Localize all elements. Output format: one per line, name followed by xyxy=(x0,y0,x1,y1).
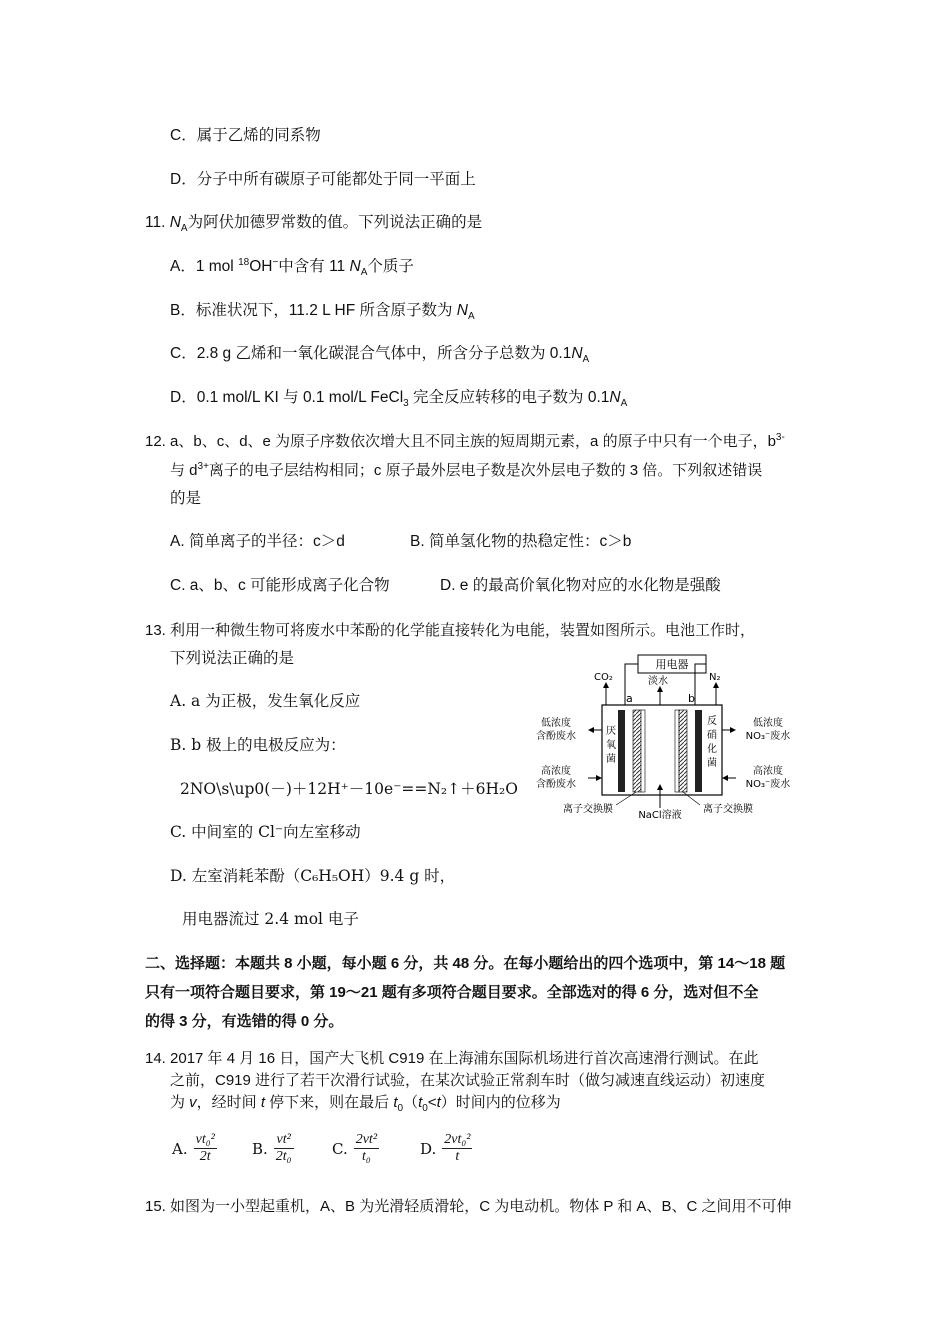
q14-option-b: B. $\frac{\text{vt²}}{\text{2t₀}}$ xyxy=(252,1132,292,1164)
section2-line2: 只有一项符合题目要求，第 19～21 题有多项符合题目要求。全部选对的得 6 分，选对但不全 xyxy=(145,984,759,1001)
q12-option-b: B. 简单氢化物的热稳定性：c＞b xyxy=(410,533,632,550)
denit-char-4: 菌 xyxy=(707,758,717,769)
q13-line1: 13. 利用一种微生物可将废水中苯酚的化学能直接转化为电能，装置如图所示。电池工作时， xyxy=(145,622,756,639)
q11-option-c: C．2.8 g 乙烯和一氧化碳混合气体中，所含分子总数为 $0.1N_A$ xyxy=(170,345,590,366)
q12-line1: 12. a、b、c、d、e 为原子序数依次增大且不同主族的短周期元素，a 的原子中只有一个电子，$b^{3-}$ xyxy=(145,432,785,450)
q13-option-d-line2: 用电器流过 2.4 mol 电子 xyxy=(182,910,359,928)
q14-option-a: A. $\frac{\text{vt₀²}}{2t}$ xyxy=(172,1132,215,1164)
left-high-label-1: 高浓度 xyxy=(541,766,571,777)
anaerobe-char-2: 氧 xyxy=(606,740,616,751)
q14-line2: 之前，C919 进行了若干次滑行试验，在某次试验正常刹车时（做匀减速直线运动）初速度 xyxy=(170,1072,766,1089)
q12-option-d: D. e 的最高价氧化物对应的水化物是强酸 xyxy=(440,577,721,594)
denit-char-3: 化 xyxy=(707,744,717,755)
device-label: 用电器 xyxy=(655,658,689,671)
co2-label: CO₂ xyxy=(594,672,613,683)
q15-line1: 15. 如图为一小型起重机，A、B 为光滑轻质滑轮，C 为电动机。物体 P 和 A、B、C 之间用不可伸 xyxy=(145,1198,792,1215)
fraction: $\frac{\text{2vt₀²}}{t}$ xyxy=(444,1132,471,1164)
q14-option-c: C. $\frac{\text{2vt²}}{\text{t₀}}$ xyxy=(332,1132,378,1164)
membrane-left-label: 离子交换膜 xyxy=(563,804,613,815)
right-high-label-2: NO₃⁻废水 xyxy=(745,779,791,790)
section2-line1: 二、选择题：本题共 8 小题，每小题 6 分，共 48 分。在每小题给出的四个选项中，第 14～18 题 xyxy=(145,955,786,972)
anaerobe-char-3: 菌 xyxy=(606,754,616,765)
membrane-right xyxy=(679,710,687,792)
q14-line3: 为 v，经时间 t 停下来，则在最后 $t_0(t_0<t)$时间内的位移为 xyxy=(170,1094,561,1114)
fresh-water-label: 淡水 xyxy=(648,676,668,687)
section2-line3: 的得 3 分，有选错的得 0 分。 xyxy=(145,1013,344,1030)
electrode-a-label: a xyxy=(626,692,633,705)
q14-option-d: D. $\frac{\text{2vt₀²}}{t}$ xyxy=(420,1132,471,1164)
fraction: $\frac{\text{vt₀²}}{2t}$ xyxy=(195,1132,215,1164)
battery-diagram xyxy=(520,650,805,822)
q11-option-d: D．0.1 mol/L KI 与 0.1 mol/L FeCl$_3$ 完全反应转移的电子数为 $0.1N_A$ xyxy=(170,389,628,410)
q13-option-d: D. 左室消耗苯酚（C₆H₅OH）9.4 g 时， xyxy=(170,867,456,885)
q13-line2: 下列说法正确的是 xyxy=(170,650,295,667)
electrode-b xyxy=(695,710,702,792)
electrode-b-label: b xyxy=(688,692,695,705)
right-low-label-1: 低浓度 xyxy=(753,718,783,729)
fraction: $\frac{\text{2vt²}}{\text{t₀}}$ xyxy=(355,1132,378,1164)
q11-stem: 11. $N_A$为阿伏加德罗常数的值。下列说法正确的是 xyxy=(145,214,483,235)
anaerobe-char-1: 厌 xyxy=(606,726,616,737)
q14-line1: 14. 2017 年 4 月 16 日，国产大飞机 C919 在上海浦东国际机场进行首次高速滑行测试。在此 xyxy=(145,1050,759,1067)
q13-option-b: B. b 极上的电极反应为： xyxy=(170,736,346,754)
left-low-label-1: 低浓度 xyxy=(541,718,571,729)
q10-option-c: C．属于乙烯的同系物 xyxy=(170,127,321,144)
right-low-label-2: NO₃⁻废水 xyxy=(745,731,791,742)
fraction: $\frac{\text{vt²}}{\text{2t₀}}$ xyxy=(275,1132,292,1164)
q13-option-c: C. 中间室的 Cl⁻向左室移动 xyxy=(170,823,361,841)
q10-option-d: D．分子中所有碳原子可能都处于同一平面上 xyxy=(170,171,476,188)
electrode-a xyxy=(618,710,625,792)
denit-char-2: 硝 xyxy=(707,730,717,741)
q12-option-a: A. 简单离子的半径：c＞d xyxy=(170,533,345,550)
membrane-right-label: 离子交换膜 xyxy=(703,804,753,815)
q12-line3: 的是 xyxy=(170,490,202,507)
left-high-label-2: 含酚废水 xyxy=(536,779,576,790)
denit-char-1: 反 xyxy=(707,716,717,727)
q11-option-b: B．标准状况下，11.2 L HF 所含原子数为 $N_A$ xyxy=(170,302,475,323)
membrane-left xyxy=(633,710,641,792)
left-low-label-2: 含酚废水 xyxy=(536,731,576,742)
nacl-label: NaCl溶液 xyxy=(638,810,682,821)
right-high-label-1: 高浓度 xyxy=(753,766,783,777)
q12-option-c: C. a、b、c 可能形成离子化合物 xyxy=(170,577,390,594)
q13-option-b-equation: 2NO\s\up0(－)＋12H⁺－10e⁻==N₂↑＋6H₂O xyxy=(180,780,518,798)
q13-option-a: A. a 为正极，发生氧化反应 xyxy=(170,692,361,710)
q12-line2: 与 $d^{3+}$离子的电子层结构相同；c 原子最外层电子数是次外层电子数的 3 倍。下列叙述错误 xyxy=(170,461,763,479)
n2-label: N₂ xyxy=(709,672,721,683)
q11-option-a: A．1 mol $^{18}$OH−中含有 11 $N_A$个质子 xyxy=(170,256,414,279)
